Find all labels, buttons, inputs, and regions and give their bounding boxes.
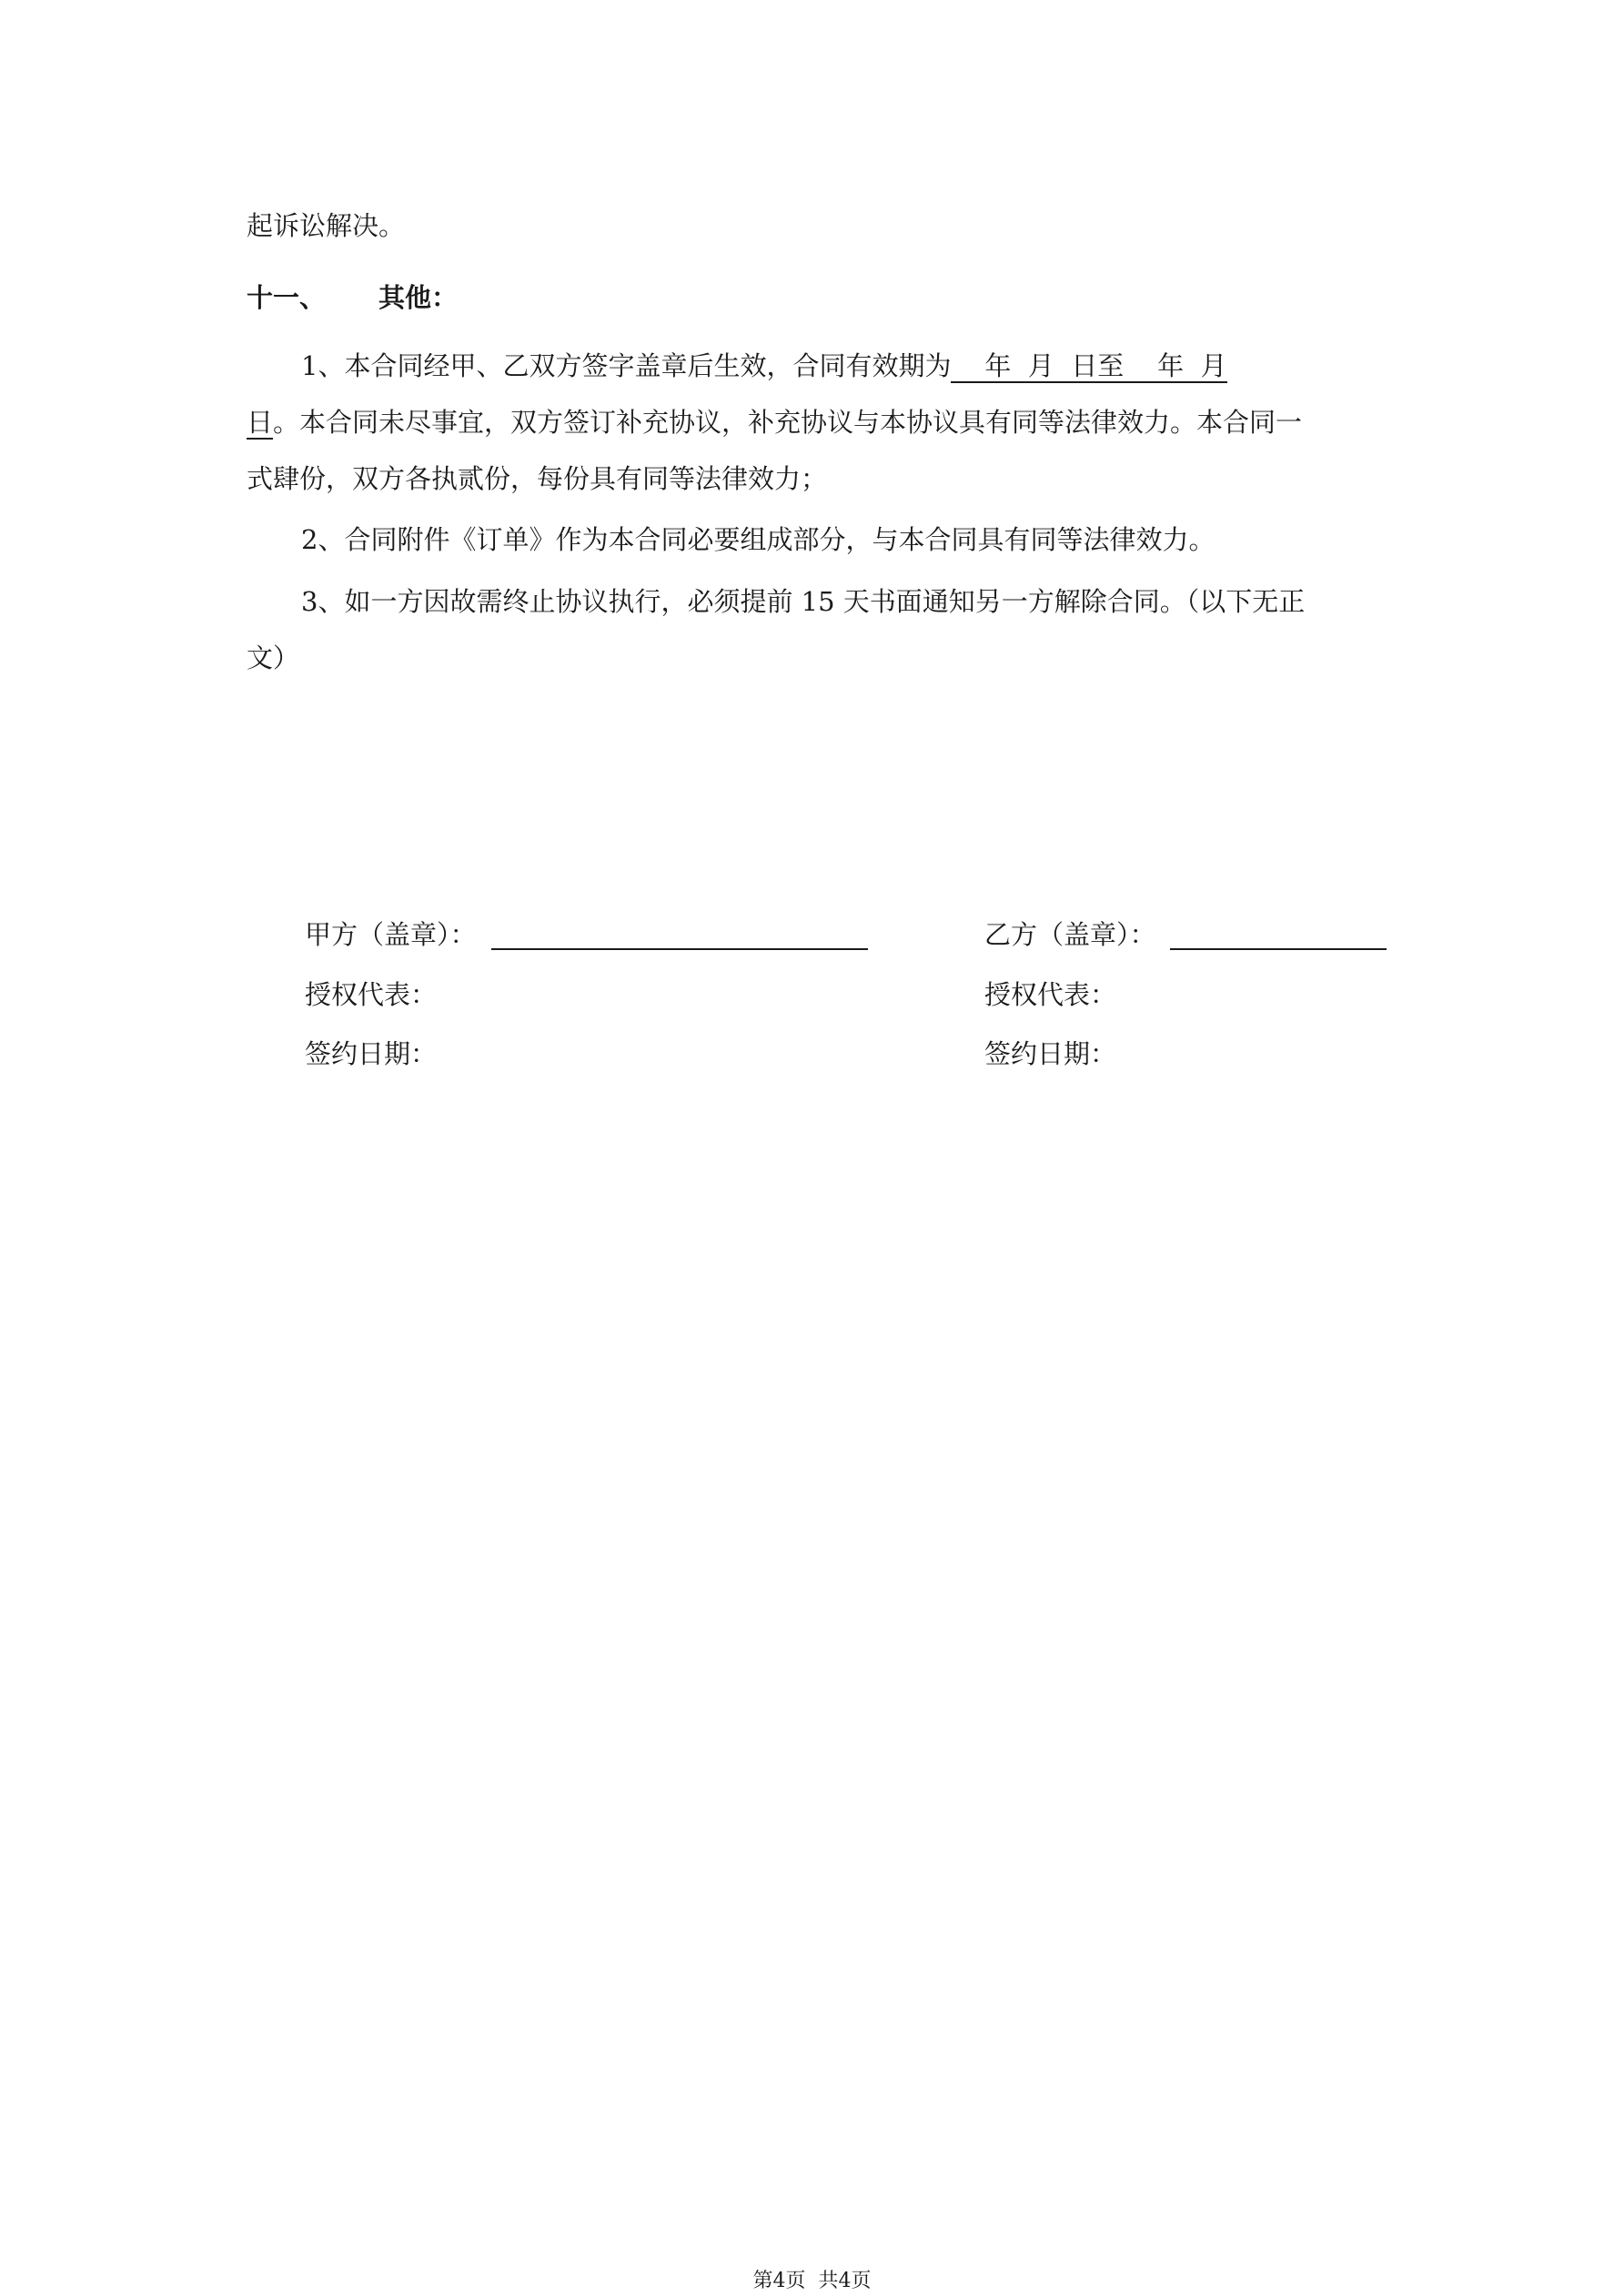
party-b-seal-line[interactable]	[1170, 948, 1387, 950]
continuation-text: 起诉讼解决。	[247, 210, 406, 241]
validity-date-blank: 年 月 日至 年 月	[951, 350, 1227, 381]
party-b-date-label: 签约日期：	[984, 1038, 1117, 1069]
clause-3-line-1: 3、如一方因故需终止协议执行，必须提前 15 天书面通知另一方解除合同。（以下无正	[301, 586, 1306, 617]
clause-1-prefix: 1、本合同经甲、乙双方签字盖章后生效，合同有效期为	[301, 350, 952, 381]
clause-1-line-2-text: 。本合同未尽事宜，双方签订补充协议，补充协议与本协议具有同等法律效力。本合同一	[273, 407, 1303, 438]
party-a-rep-label: 授权代表：	[305, 979, 438, 1010]
party-a-seal-line[interactable]	[491, 948, 868, 950]
section-heading	[247, 281, 458, 314]
party-a-seal-label: 甲方（盖章）：	[305, 919, 477, 950]
page-total: 共4页	[818, 2270, 872, 2292]
party-a-date-label: 签约日期：	[305, 1038, 438, 1069]
section-title: 其他：	[378, 282, 459, 313]
clause-2: 2、合同附件《订单》作为本合同必要组成部分，与本合同具有同等法律效力。	[301, 524, 1215, 555]
clause-1-line-3: 式肆份，双方各执贰份，每份具有同等法律效力；	[247, 463, 828, 494]
party-b-rep-label: 授权代表：	[984, 979, 1117, 1010]
validity-day-blank: 日	[247, 407, 274, 438]
clause-3-line-2: 文）	[247, 642, 300, 673]
page-footer	[0, 2269, 1624, 2294]
clause-1-line-2	[247, 406, 1302, 440]
party-b-seal-label: 乙方（盖章）：	[984, 919, 1156, 950]
page-number: 第4页	[752, 2270, 806, 2292]
clause-1-line-1	[301, 349, 1227, 383]
section-number: 十一、	[247, 282, 327, 313]
